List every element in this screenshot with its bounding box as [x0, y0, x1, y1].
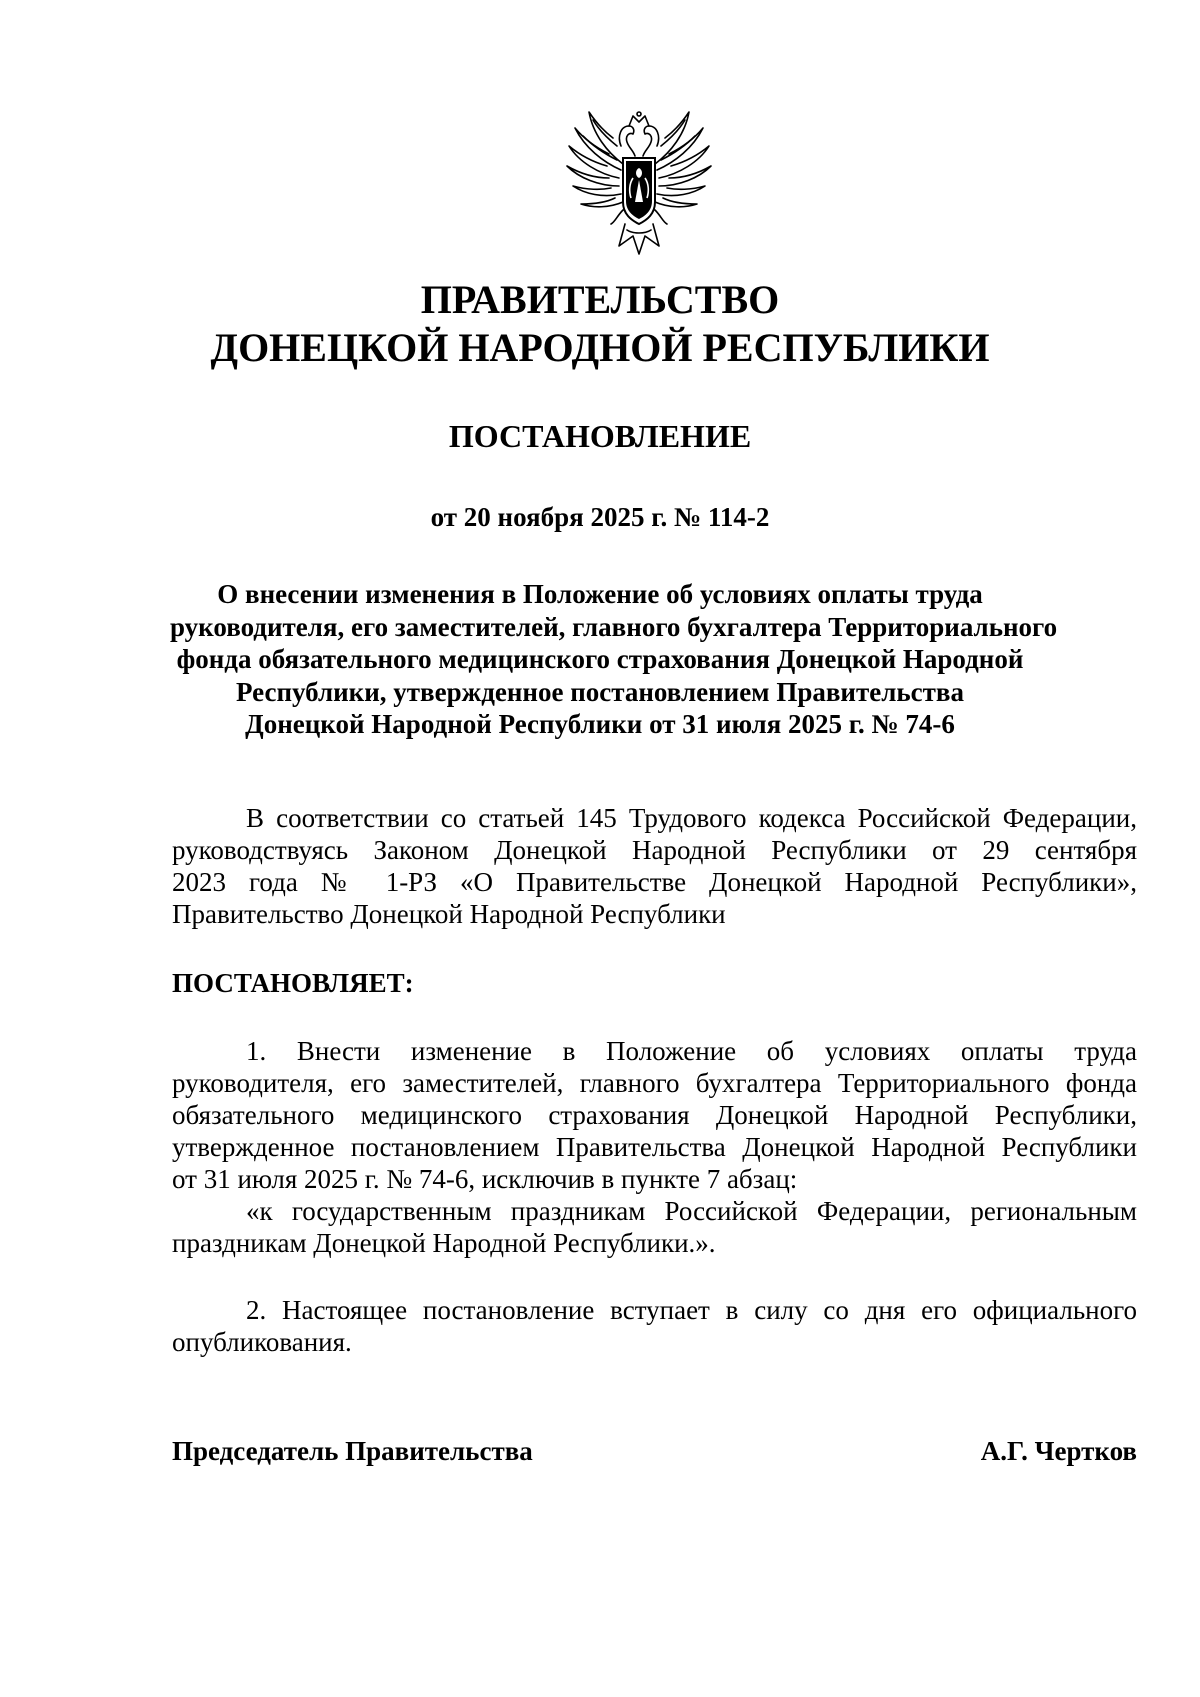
- resolves-heading: ПОСТАНОВЛЯЕТ:: [172, 968, 414, 998]
- preamble-line: 2023 года № 1-РЗ «О Правительстве Донецкой Народной Республики»,: [172, 867, 1137, 897]
- document-type-heading: ПОСТАНОВЛЕНИЕ: [448, 418, 752, 454]
- preamble-paragraph: [172, 802, 1137, 930]
- item-1-line: от 31 июля 2025 г. № 74-6, исключив в пункте 7 абзац:: [172, 1164, 798, 1194]
- item-2-line: 2. Настоящее постановление вступает в силу со дня его официального: [246, 1295, 1137, 1325]
- title-line: Донецкой Народной Республики от 31 июля 2025 г. № 74-6: [245, 709, 955, 739]
- government-name-line1: ПРАВИТЕЛЬСТВО: [420, 277, 780, 322]
- preamble-line: руководствуясь Законом Донецкой Народной Республики от 29 сентября: [172, 835, 1137, 865]
- title-line: О внесении изменения в Положение об условиях оплаты труда: [217, 579, 983, 609]
- title-line: Республики, утвержденное постановлением Правительства: [236, 676, 964, 707]
- item-2-line: опубликования.: [172, 1327, 352, 1357]
- item-1-line: обязательного медицинского страхования Донецкой Народной Республики,: [172, 1100, 1137, 1130]
- coat-of-arms-emblem: [563, 106, 715, 262]
- signatory-position: Председатель Правительства: [172, 1436, 533, 1466]
- item-1-line: руководителя, его заместителей, главного бухгалтера Территориального фонда: [172, 1068, 1137, 1098]
- item-1-quote-line: праздникам Донецкой Народной Республики.».: [172, 1228, 716, 1258]
- signatory-name: А.Г. Чертков: [980, 1436, 1137, 1466]
- title-line: руководителя, его заместителей, главного бухгалтера Территориального: [170, 611, 1058, 642]
- document-title: [170, 578, 1058, 741]
- item-2-paragraph: [172, 1294, 1137, 1358]
- preamble-line: В соответствии со статьей 145 Трудового кодекса Российской Федерации,: [246, 803, 1137, 833]
- preamble-line: Правительство Донецкой Народной Республики: [172, 899, 726, 929]
- item-1-line: утвержденное постановлением Правительства Донецкой Народной Республики: [172, 1132, 1137, 1162]
- document-date-number: от 20 ноября 2025 г. № 114-2: [430, 502, 770, 532]
- government-name-line2: ДОНЕЦКОЙ НАРОДНОЙ РЕСПУБЛИКИ: [210, 325, 990, 370]
- item-1-paragraph: [172, 1035, 1137, 1259]
- item-1-quote-line: «к государственным праздникам Российской Федерации, региональным: [246, 1196, 1137, 1226]
- item-1-line: 1. Внести изменение в Положение об условиях оплаты труда: [246, 1036, 1137, 1066]
- title-line: фонда обязательного медицинского страхования Донецкой Народной: [176, 644, 1024, 674]
